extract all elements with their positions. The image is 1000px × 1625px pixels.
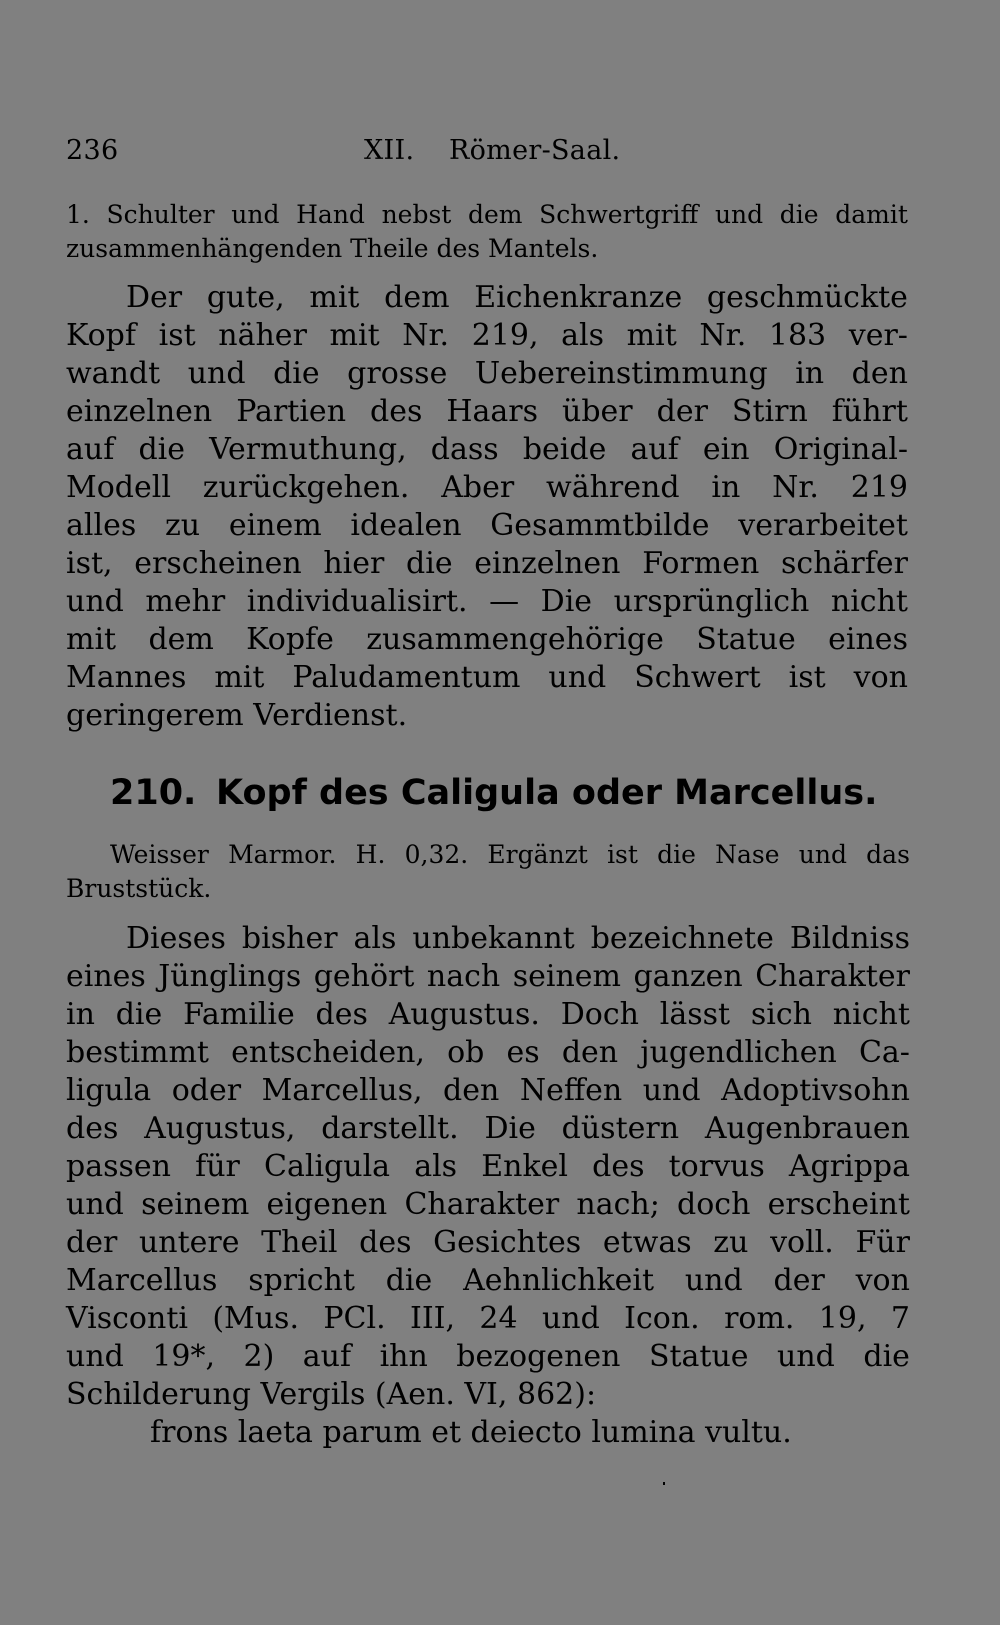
- word: ein: [702, 432, 750, 467]
- entry-number: 210.: [110, 773, 197, 813]
- word: —: [489, 584, 520, 619]
- word: unbekannt: [412, 921, 575, 956]
- word: eines: [828, 622, 908, 657]
- word: zu: [164, 508, 201, 543]
- word: Charakter: [755, 959, 910, 994]
- word: ob: [447, 1035, 485, 1070]
- word: und: [66, 1339, 124, 1374]
- word: und: [187, 356, 246, 391]
- word: idealen: [350, 508, 462, 543]
- word: Gesichtes: [433, 1225, 582, 1260]
- word: und: [66, 584, 124, 619]
- word: 24: [479, 1301, 518, 1336]
- word: Adoptivsohn: [721, 1073, 910, 1108]
- word: rom.: [724, 1301, 795, 1336]
- word: einzelnen: [66, 394, 213, 429]
- word: ist: [788, 660, 826, 695]
- text-line: [66, 432, 908, 467]
- word: 19,: [818, 1301, 867, 1336]
- word: als: [414, 1149, 458, 1184]
- word: eines: [66, 959, 146, 994]
- word: des: [592, 1149, 645, 1184]
- text-line: [66, 622, 908, 657]
- word: Aber: [441, 470, 515, 505]
- word: bezogenen: [456, 1339, 621, 1374]
- word: wandt: [66, 356, 161, 391]
- word: Schulter: [106, 200, 215, 229]
- word: die: [385, 1263, 433, 1298]
- print-speck: [663, 1482, 665, 1485]
- word: auf: [66, 432, 115, 467]
- word: Marcellus: [66, 1263, 218, 1298]
- word: Enkel: [481, 1149, 568, 1184]
- text-line: [66, 1111, 910, 1146]
- word: dem: [148, 622, 214, 657]
- word: 0,32.: [404, 840, 469, 869]
- text-line: [66, 394, 908, 429]
- word: Hand: [296, 200, 365, 229]
- word: ist: [607, 840, 638, 869]
- word: mit: [309, 280, 360, 315]
- text-line: [126, 921, 910, 956]
- word: erscheinen: [134, 546, 302, 581]
- word: 19*,: [152, 1339, 216, 1374]
- word: nicht: [830, 584, 908, 619]
- word: hier: [323, 546, 385, 581]
- text-line: [66, 959, 910, 994]
- word: nicht: [832, 997, 910, 1032]
- word: Marcellus,: [261, 1073, 423, 1108]
- word: 1.: [66, 200, 90, 229]
- word: Formen: [642, 546, 760, 581]
- word: Familie: [183, 997, 295, 1032]
- word: 219: [850, 470, 908, 505]
- word: bestimmt: [66, 1035, 209, 1070]
- word: zu: [713, 1225, 749, 1260]
- word: mit: [214, 660, 265, 695]
- word: und: [777, 1339, 835, 1374]
- word: Nr.: [772, 470, 819, 505]
- word: Weisser: [110, 840, 209, 869]
- word: des: [315, 997, 368, 1032]
- word: schärfer: [781, 546, 908, 581]
- word: doch: [677, 1187, 751, 1222]
- text-line: [66, 508, 908, 543]
- word: etwas: [602, 1225, 692, 1260]
- text-line: [66, 660, 908, 695]
- word: auf: [630, 432, 679, 467]
- word: gehört: [313, 959, 415, 994]
- word: Nase: [715, 840, 780, 869]
- text-line: [66, 1225, 910, 1260]
- word: die: [406, 546, 453, 581]
- word: und: [541, 1301, 600, 1336]
- word: Schwert: [634, 660, 761, 695]
- word: Neffen: [519, 1073, 623, 1108]
- word: darstellt.: [321, 1111, 459, 1146]
- word: 183: [768, 318, 827, 353]
- section-title: Römer-Saal.: [449, 135, 621, 166]
- word: Paludamentum: [292, 660, 521, 695]
- word: verarbeitet: [738, 508, 908, 543]
- word: dem: [468, 200, 523, 229]
- word: 7: [890, 1301, 910, 1336]
- word: dem: [384, 280, 450, 315]
- word: Theil: [261, 1225, 338, 1260]
- entry-title: Kopf des Caligula oder Marcellus.: [216, 773, 878, 813]
- word: Gesammtbilde: [490, 508, 710, 543]
- word: in: [711, 470, 741, 505]
- text-line: [66, 1263, 910, 1298]
- word: und: [231, 200, 280, 229]
- word: Original-: [773, 432, 908, 467]
- word: Agrippa: [788, 1149, 910, 1184]
- text-line: [66, 1301, 910, 1336]
- word: und: [684, 1263, 743, 1298]
- word: Bildniss: [789, 921, 910, 956]
- word: gute,: [206, 280, 285, 315]
- word: Caligula: [264, 1149, 391, 1184]
- word: untere: [138, 1225, 240, 1260]
- word: mit: [329, 318, 380, 353]
- text-line: [66, 997, 910, 1032]
- word: Ergänzt: [487, 840, 588, 869]
- word: Schwertgriff: [539, 200, 699, 229]
- word: bisher: [241, 921, 338, 956]
- word: düstern: [561, 1111, 680, 1146]
- word: zurückgehen.: [202, 470, 410, 505]
- word: Marmor.: [228, 840, 337, 869]
- word: und: [642, 1073, 701, 1108]
- word: zusammengehörige: [366, 622, 664, 657]
- text-line: [66, 1073, 910, 1108]
- word: die: [138, 432, 185, 467]
- word: Augustus,: [144, 1111, 296, 1146]
- word: Dieses: [126, 921, 226, 956]
- word: und: [66, 1187, 124, 1222]
- word: Jünglings: [158, 959, 302, 994]
- word: des: [370, 394, 423, 429]
- word: erscheint: [767, 1187, 910, 1222]
- text-line: [66, 1187, 910, 1222]
- word: Nr.: [402, 318, 450, 353]
- word: und: [798, 840, 847, 869]
- word: PCl.: [323, 1301, 386, 1336]
- word: ligula: [66, 1073, 152, 1108]
- word: Charakter: [404, 1187, 560, 1222]
- word: den: [561, 1035, 619, 1070]
- text-line: [66, 1035, 910, 1070]
- word: Aehnlichkeit: [463, 1263, 655, 1298]
- word: sich: [750, 997, 812, 1032]
- word: Statue: [696, 622, 796, 657]
- footnote-line: zusammenhängenden Theile des Mantels.: [66, 234, 599, 263]
- word: den: [443, 1073, 500, 1108]
- word: Augenbrauen: [704, 1111, 910, 1146]
- section-number: XII.: [364, 135, 415, 166]
- word: in: [66, 997, 95, 1032]
- word: beide: [522, 432, 607, 467]
- footnote-line: [66, 202, 908, 227]
- word: passen: [66, 1149, 171, 1184]
- word: Kopf: [66, 318, 136, 353]
- word: Augustus.: [388, 997, 540, 1032]
- word: ursprünglich: [613, 584, 810, 619]
- word: ganzen: [633, 959, 743, 994]
- text-line: geringerem Verdienst.: [66, 698, 408, 733]
- word: führt: [831, 394, 908, 429]
- word: näher: [218, 318, 307, 353]
- word: Icon.: [624, 1301, 700, 1336]
- word: geschmückte: [706, 280, 908, 315]
- word: als: [561, 318, 605, 353]
- word: als: [353, 921, 397, 956]
- word: Mannes: [66, 660, 187, 695]
- word: mit: [626, 318, 677, 353]
- entry-description-line: Bruststück.: [66, 874, 212, 903]
- text-line: [66, 546, 908, 581]
- word: bezeichnete: [590, 921, 774, 956]
- word: ihn: [379, 1339, 428, 1374]
- word: dass: [430, 432, 499, 467]
- word: Stirn: [731, 394, 808, 429]
- word: seinem: [512, 959, 621, 994]
- word: Modell: [66, 470, 171, 505]
- word: das: [866, 840, 910, 869]
- word: die: [115, 997, 163, 1032]
- word: Visconti: [66, 1301, 188, 1336]
- word: individualisirt.: [246, 584, 468, 619]
- word: für: [195, 1149, 240, 1184]
- word: einzelnen: [474, 546, 621, 581]
- word: Die: [484, 1111, 536, 1146]
- word: die: [657, 840, 696, 869]
- word: 219,: [471, 318, 539, 353]
- word: ist: [158, 318, 196, 353]
- word: über: [562, 394, 633, 429]
- text-line: [126, 280, 908, 315]
- word: des: [66, 1111, 119, 1146]
- text-line: Schilderung Vergils (Aen. VI, 862):: [66, 1377, 597, 1412]
- word: während: [546, 470, 680, 505]
- word: III,: [409, 1301, 456, 1336]
- word: voll.: [770, 1225, 834, 1260]
- word: Haars: [446, 394, 539, 429]
- word: entscheiden,: [231, 1035, 425, 1070]
- word: die: [273, 356, 320, 391]
- text-line: [66, 1149, 910, 1184]
- word: und: [548, 660, 607, 695]
- word: auf: [302, 1339, 352, 1374]
- word: von: [855, 1263, 910, 1298]
- word: H.: [355, 840, 386, 869]
- word: in: [795, 356, 825, 391]
- entry-description-line: [110, 842, 910, 867]
- word: ver-: [848, 318, 908, 353]
- word: oder: [171, 1073, 242, 1108]
- word: jugendlichen: [640, 1035, 837, 1070]
- text-line: [66, 356, 908, 391]
- word: lässt: [659, 997, 731, 1032]
- word: spricht: [248, 1263, 355, 1298]
- word: alles: [66, 508, 137, 543]
- word: die: [863, 1339, 910, 1374]
- word: der: [656, 394, 708, 429]
- word: 2): [243, 1339, 275, 1374]
- word: den: [851, 356, 908, 391]
- word: nach: [426, 959, 501, 994]
- word: einem: [228, 508, 322, 543]
- word: mit: [66, 622, 117, 657]
- word: torvus: [668, 1149, 765, 1184]
- word: mehr: [145, 584, 226, 619]
- word: Eichenkranze: [474, 280, 683, 315]
- word: nach;: [576, 1187, 660, 1222]
- word: eigenen: [266, 1187, 388, 1222]
- text-line: [66, 584, 908, 619]
- word: grosse: [347, 356, 448, 391]
- word: (Mus.: [212, 1301, 299, 1336]
- word: nebst: [381, 200, 452, 229]
- text-line: [66, 318, 908, 353]
- word: des: [359, 1225, 412, 1260]
- word: es: [506, 1035, 540, 1070]
- page-number: 236: [66, 135, 119, 166]
- word: der: [66, 1225, 118, 1260]
- word: Die: [540, 584, 593, 619]
- word: Statue: [648, 1339, 749, 1374]
- latin-quote: frons laeta parum et deiecto lumina vultu.: [150, 1415, 792, 1450]
- word: Doch: [560, 997, 639, 1032]
- word: Vermuthung,: [209, 432, 407, 467]
- word: ist,: [66, 546, 113, 581]
- text-line: [66, 1339, 910, 1374]
- word: Partien: [236, 394, 347, 429]
- word: damit: [835, 200, 908, 229]
- word: Uebereinstimmung: [474, 356, 768, 391]
- word: von: [853, 660, 908, 695]
- word: Der: [126, 280, 183, 315]
- word: Ca-: [858, 1035, 910, 1070]
- word: seinem: [141, 1187, 250, 1222]
- word: der: [773, 1263, 825, 1298]
- word: Nr.: [699, 318, 747, 353]
- word: Kopfe: [246, 622, 334, 657]
- word: und: [714, 200, 764, 229]
- word: Für: [855, 1225, 910, 1260]
- text-line: [66, 470, 908, 505]
- word: die: [779, 200, 819, 229]
